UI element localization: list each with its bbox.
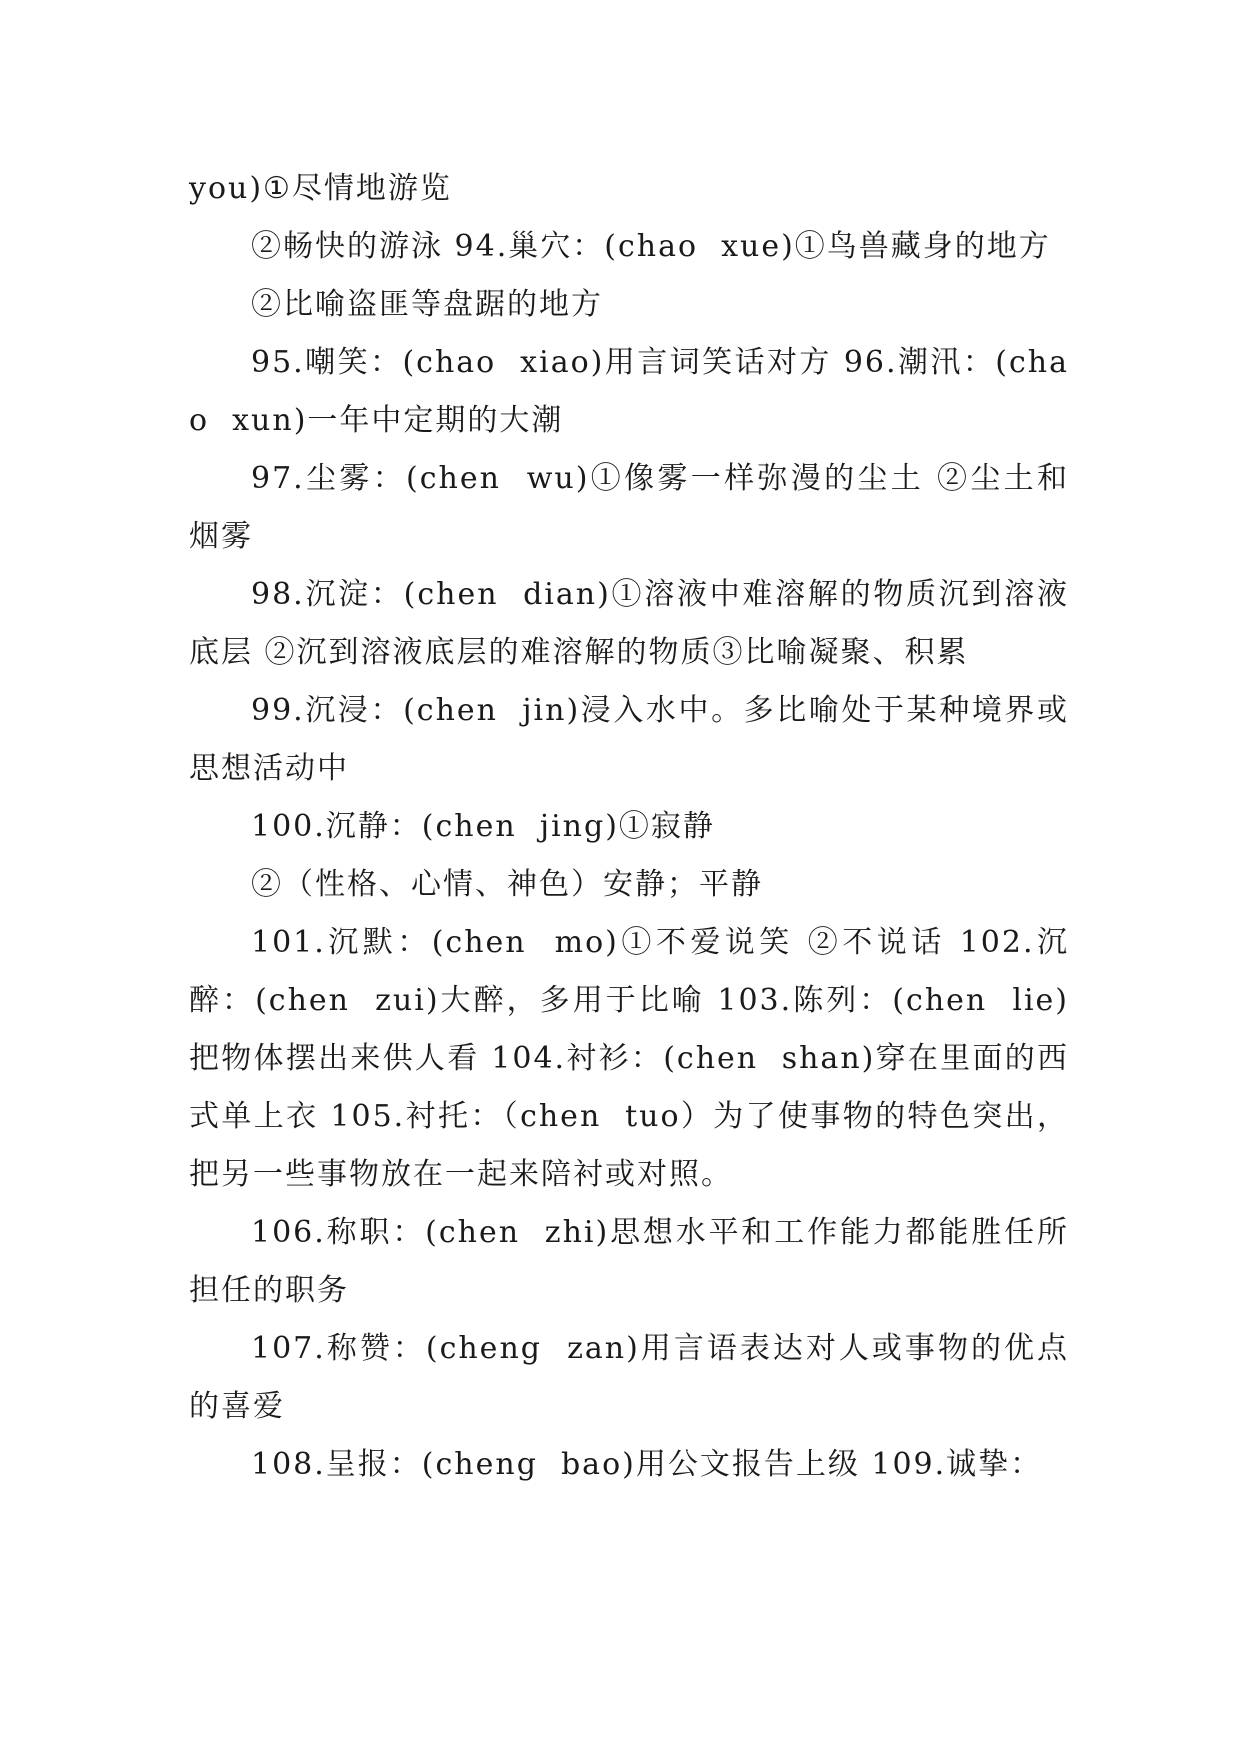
paragraph: ②（性格、心情、神色）安静；平静 <box>251 867 763 902</box>
paragraph: 101.沉默：(chen mo)①不爱说笑 ②不说话 102.沉醉：(chen zui)大醉，多用于比喻 103.陈列：(chen lie)把物体摆出来供人看 104.衬衫：(chen shan)穿在里面的西式单上衣 105.衬托：（chen tuo）为了使事物的特色突出，把另一些事物放在一起来陪衬或对照。 <box>189 925 1069 1192</box>
paragraph: 99.沉浸：(chen jin)浸入水中。多比喻处于某种境界或思想活动中 <box>189 693 1069 786</box>
paragraph: 106.称职：(chen zhi)思想水平和工作能力都能胜任所担任的职务 <box>189 1215 1069 1308</box>
paragraph: 100.沉静：(chen jing)①寂静 <box>251 809 715 844</box>
paragraph: 97.尘雾：(chen wu)①像雾一样弥漫的尘土 ②尘土和烟雾 <box>189 461 1069 554</box>
paragraph: ②畅快的游泳 94.巢穴：(chao xue)①鸟兽藏身的地方 <box>251 229 1051 264</box>
paragraph: 107.称赞：(cheng zan)用言语表达对人或事物的优点的喜爱 <box>189 1331 1069 1424</box>
document-body <box>189 160 1069 1494</box>
paragraph: ②比喻盗匪等盘踞的地方 <box>251 287 603 322</box>
paragraph: 98.沉淀：(chen dian)①溶液中难溶解的物质沉到溶液底层 ②沉到溶液底层的难溶解的物质③比喻凝聚、积累 <box>189 577 1069 670</box>
paragraph: 108.呈报：(cheng bao)用公文报告上级 109.诚挚： <box>251 1447 1043 1482</box>
paragraph: you)①尽情地游览 <box>189 171 452 206</box>
paragraph: 95.嘲笑：(chao xiao)用言词笑话对方 96.潮汛：(chao xun)一年中定期的大潮 <box>189 345 1069 438</box>
